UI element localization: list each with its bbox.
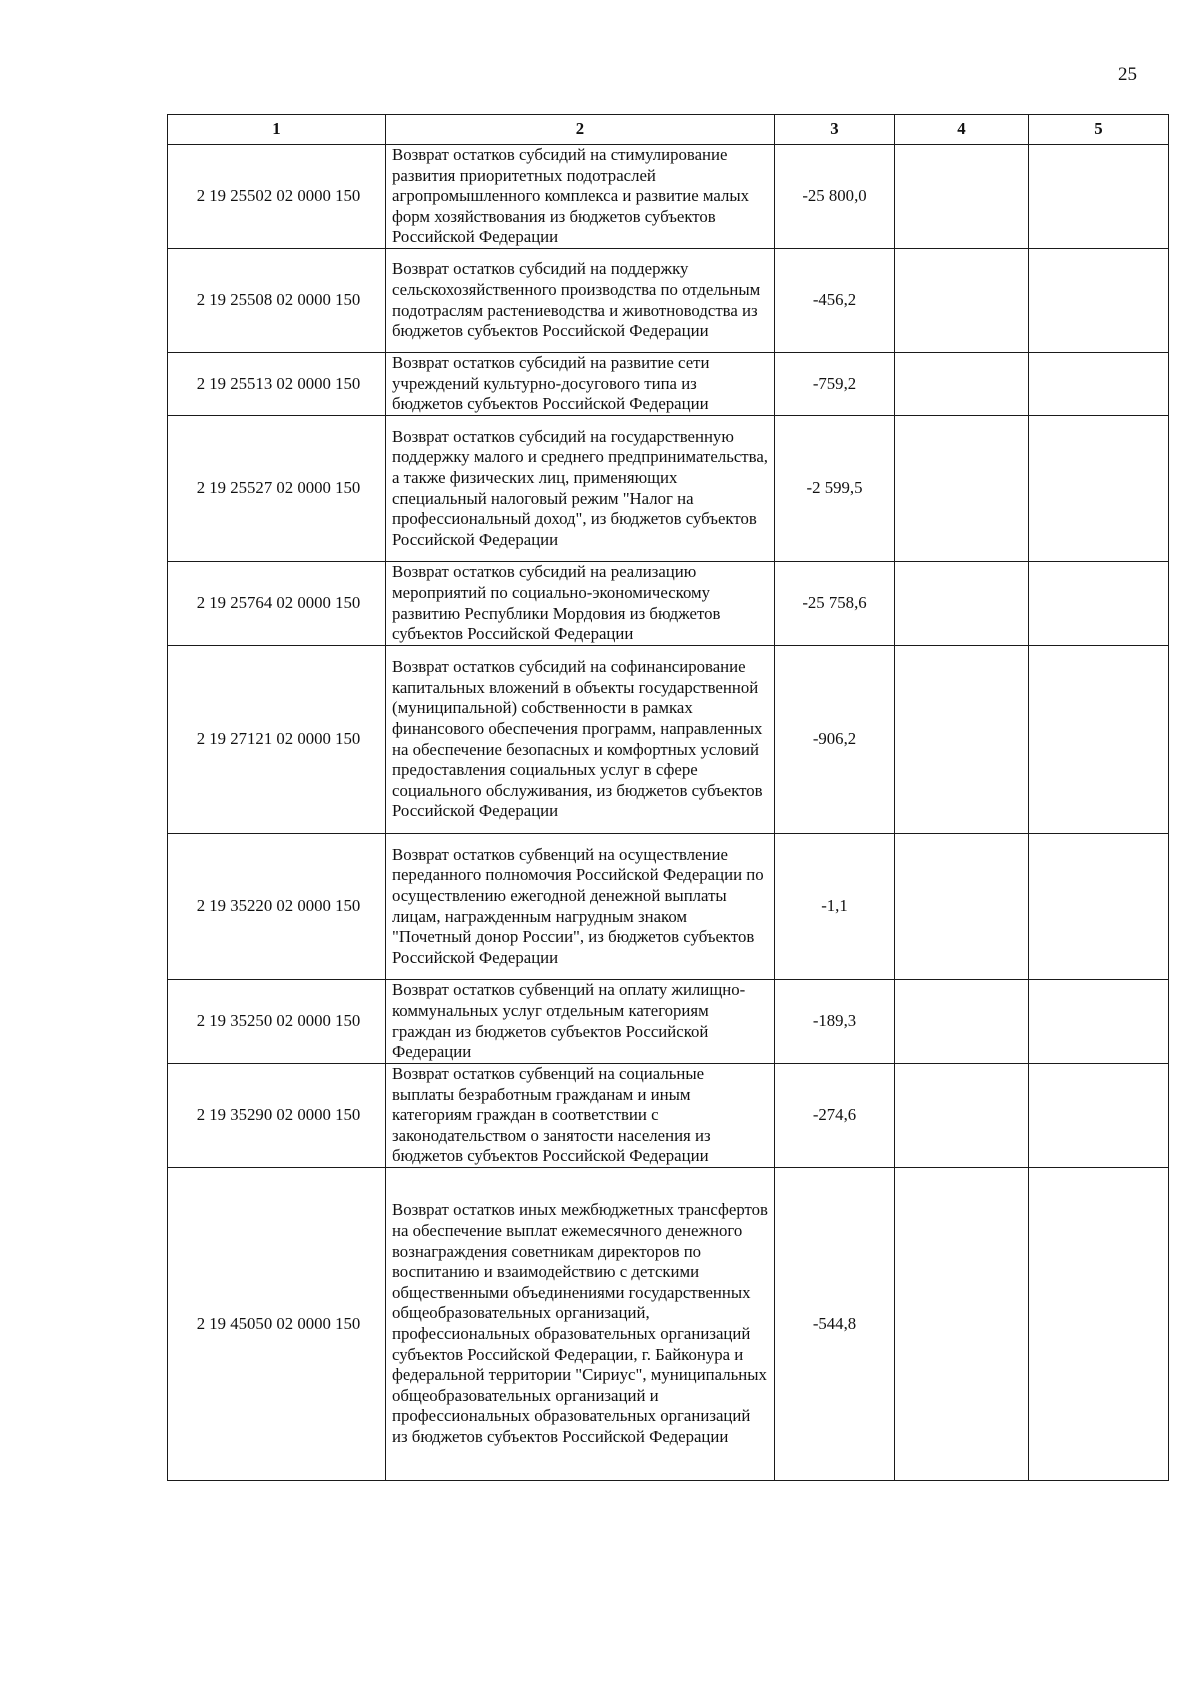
header-row: [168, 115, 1169, 145]
row-code: 2 19 25764 02 0000 150: [168, 562, 386, 646]
table-row: [168, 353, 1169, 416]
row-col-4: [895, 646, 1029, 834]
table-row: [168, 562, 1169, 646]
row-col-4: [895, 416, 1029, 562]
row-name: Возврат остатков субсидий на государственную поддержку малого и среднего предпринимательства, а также физических лиц, применяющих специальный налоговый режим "Налог на профессиональный доход", из бюджетов субъектов Российской Федерации: [386, 416, 775, 562]
row-col-4: [895, 980, 1029, 1064]
row-amount: -25 800,0: [775, 145, 895, 249]
header-col-3: 3: [775, 115, 895, 145]
row-code: 2 19 25508 02 0000 150: [168, 249, 386, 353]
row-amount: -189,3: [775, 980, 895, 1064]
table-row: [168, 834, 1169, 980]
row-col-5: [1029, 1168, 1169, 1481]
row-col-4: [895, 834, 1029, 980]
row-code: 2 19 25513 02 0000 150: [168, 353, 386, 416]
row-name: Возврат остатков субсидий на реализацию мероприятий по социально-экономическому развитию Республики Мордовия из бюджетов субъектов Российской Федерации: [386, 562, 775, 646]
page-number: 25: [1118, 64, 1137, 85]
row-name: Возврат остатков субсидий на поддержку сельскохозяйственного производства по отдельным подотраслям растениеводства и животноводства из бюджетов субъектов Российской Федерации: [386, 249, 775, 353]
row-name: Возврат остатков субсидий на стимулирование развития приоритетных подотраслей агропромышленного комплекса и развитие малых форм хозяйствования из бюджетов субъектов Российской Федерации: [386, 145, 775, 249]
row-name: Возврат остатков субсидий на софинансирование капитальных вложений в объекты государственной (муниципальной) собственности в рамках финансового обеспечения программ, направленных на обеспечение безопасных и комфортных условий предоставления социальных услуг в сфере социального обслуживания, из бюджетов субъектов Российской Федерации: [386, 646, 775, 834]
table-row: [168, 1064, 1169, 1168]
table-row: [168, 1168, 1169, 1481]
row-code: 2 19 25502 02 0000 150: [168, 145, 386, 249]
table-header: [168, 115, 1169, 145]
row-name: Возврат остатков субвенций на социальные выплаты безработным гражданам и иным категориям граждан в соответствии с законодательством о занятости населения из бюджетов субъектов Российской Федерации: [386, 1064, 775, 1168]
row-col-5: [1029, 980, 1169, 1064]
table-row: [168, 646, 1169, 834]
row-col-4: [895, 145, 1029, 249]
row-col-5: [1029, 145, 1169, 249]
header-col-2: 2: [386, 115, 775, 145]
budget-table: [167, 114, 1169, 1481]
row-amount: -25 758,6: [775, 562, 895, 646]
row-code: 2 19 35250 02 0000 150: [168, 980, 386, 1064]
table-row: [168, 145, 1169, 249]
row-amount: -274,6: [775, 1064, 895, 1168]
row-col-5: [1029, 562, 1169, 646]
row-name: Возврат остатков субсидий на развитие сети учреждений культурно-досугового типа из бюджетов субъектов Российской Федерации: [386, 353, 775, 416]
row-code: 2 19 45050 02 0000 150: [168, 1168, 386, 1481]
row-col-5: [1029, 416, 1169, 562]
row-amount: -544,8: [775, 1168, 895, 1481]
row-col-5: [1029, 249, 1169, 353]
row-code: 2 19 35220 02 0000 150: [168, 834, 386, 980]
row-amount: -906,2: [775, 646, 895, 834]
table-body: [168, 145, 1169, 1481]
row-name: Возврат остатков иных межбюджетных трансфертов на обеспечение выплат ежемесячного денежного вознаграждения советникам директоров по воспитанию и взаимодействию с детскими общественными объединениями государственных общеобразовательных организаций, профессиональных образовательных организаций субъектов Российской Федерации, г. Байконура и федеральной территории "Сириус", муниципальных общеобразовательных организаций и профессиональных образовательных организаций из бюджетов субъектов Российской Федерации: [386, 1168, 775, 1481]
table-row: [168, 416, 1169, 562]
row-name: Возврат остатков субвенций на оплату жилищно-коммунальных услуг отдельным категориям граждан из бюджетов субъектов Российской Федерации: [386, 980, 775, 1064]
row-code: 2 19 25527 02 0000 150: [168, 416, 386, 562]
row-col-4: [895, 562, 1029, 646]
row-amount: -759,2: [775, 353, 895, 416]
row-col-4: [895, 1064, 1029, 1168]
row-amount: -456,2: [775, 249, 895, 353]
header-col-1: 1: [168, 115, 386, 145]
row-amount: -1,1: [775, 834, 895, 980]
row-col-5: [1029, 1064, 1169, 1168]
row-code: 2 19 27121 02 0000 150: [168, 646, 386, 834]
row-name: Возврат остатков субвенций на осуществление переданного полномочия Российской Федерации по осуществлению ежегодной денежной выплаты лицам, награжденным нагрудным знаком "Почетный донор России", из бюджетов субъектов Российской Федерации: [386, 834, 775, 980]
table-row: [168, 249, 1169, 353]
table-row: [168, 980, 1169, 1064]
row-col-5: [1029, 353, 1169, 416]
row-col-5: [1029, 834, 1169, 980]
row-col-4: [895, 353, 1029, 416]
row-amount: -2 599,5: [775, 416, 895, 562]
header-col-5: 5: [1029, 115, 1169, 145]
row-code: 2 19 35290 02 0000 150: [168, 1064, 386, 1168]
row-col-5: [1029, 646, 1169, 834]
row-col-4: [895, 249, 1029, 353]
header-col-4: 4: [895, 115, 1029, 145]
row-col-4: [895, 1168, 1029, 1481]
